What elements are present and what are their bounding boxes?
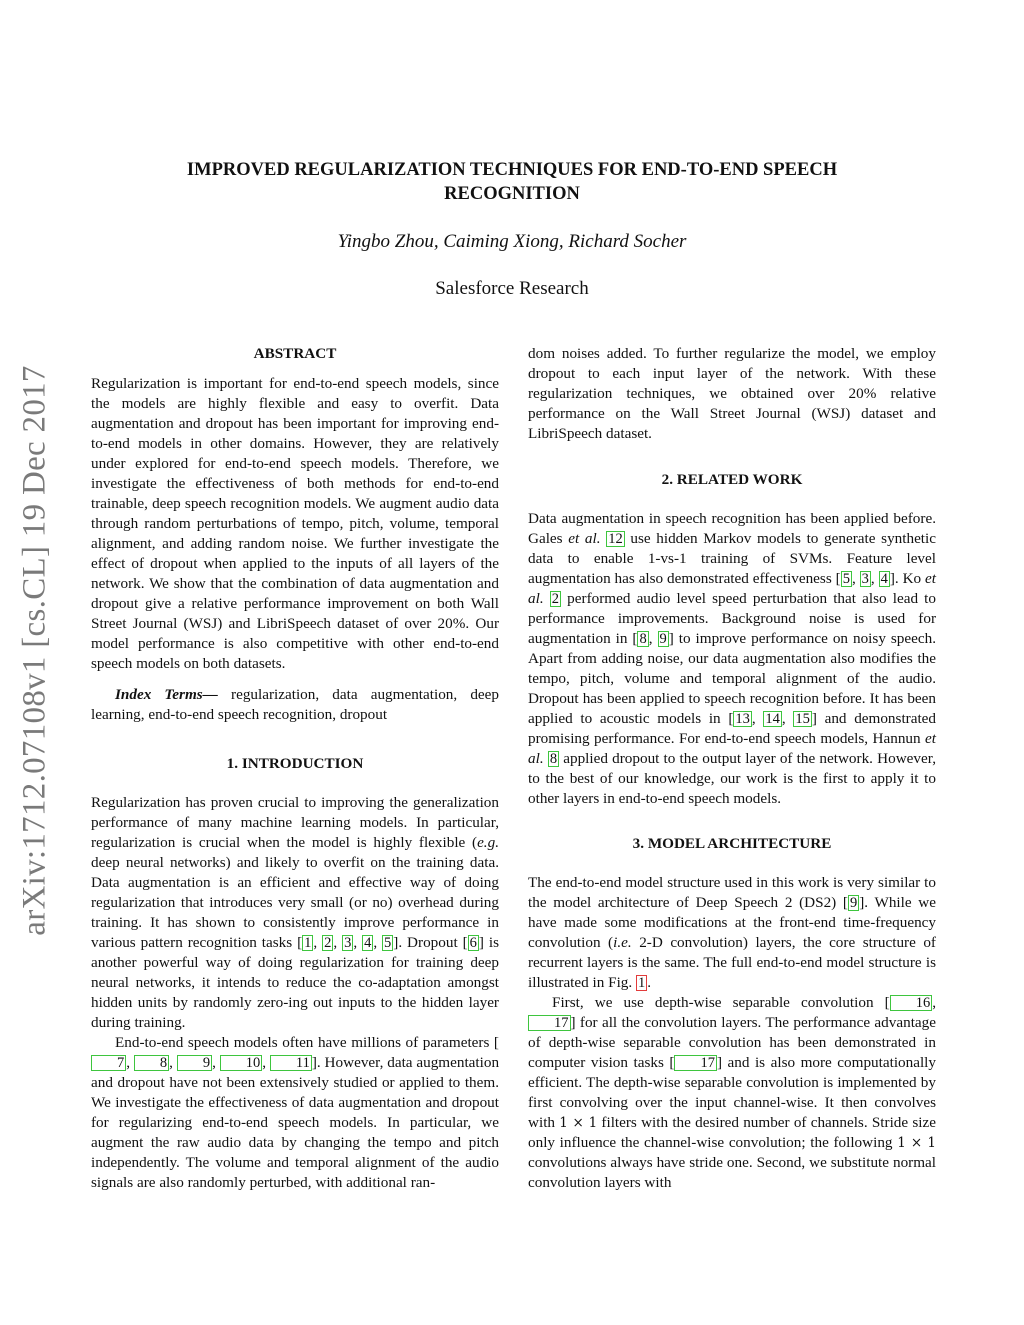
citation-link[interactable]: 3 xyxy=(344,935,352,951)
citation-link[interactable]: 8 xyxy=(549,751,558,767)
intro-text: ] is another powerful way of doing regularization for training deep neural networks, it intends to reduce the co-adaptation amongst hidden units by randomly zero-ing out inputs to the hidden layer during training. xyxy=(91,934,500,1031)
model-text: First, we use depth-wise separable convolution [ xyxy=(552,994,890,1011)
introduction-heading: 1. INTRODUCTION xyxy=(226,755,364,772)
math-expression: 1 × 1 xyxy=(897,1135,936,1151)
citation-link[interactable]: 14 xyxy=(765,711,780,727)
introduction-paragraph-2: End-to-end speech models often have millions of parameters [7 , 8 , 9 , 10 , 11 ]. However, data augmentation and dropout have not been extensively studied or applied to them. We investigate the effectiveness of data augmentation and dropout for regularizing end-to-end speech models. In particular, we augment the raw audio data by changing the tempo and pitch independently. The volume and temporal alignment of the audio signals are also randomly perturbed, with additional ran- xyxy=(91,1034,500,1191)
citation-link[interactable]: 10 xyxy=(220,1055,263,1071)
citation-link[interactable]: 16 xyxy=(890,995,933,1011)
related-text: performed audio level speed perturbation that also lead to performance improvements. Background noise is used for augmentation in [ xyxy=(528,590,936,647)
citation-link[interactable]: 1 xyxy=(304,935,312,951)
author-list: Yingbo Zhou, Caiming Xiong, Richard Socher xyxy=(337,231,687,252)
et-al: et al. xyxy=(568,530,601,547)
introduction-paragraph-1: Regularization has proven crucial to improving the generalization performance of many machine learning models. In particular, regularization is crucial when the model is highly flexible (e.g. deep neural networks) and likely to overfit on the training data. Data augmentation is an efficient and effective way of doing regularization that introduces very small (or no) overhead during training. It has shown to consistently improve performance in various pattern recognition tasks [ 1 , 2 , 3 , 4 , 5 ]. Dropout [ 6 ] is another powerful way of doing regularization for training deep neural networks, it intends to reduce the co-adaptation amongst hidden units by randomly zero-ing out inputs to the hidden layer during training. xyxy=(91,794,500,1031)
intro-eg: e.g. xyxy=(477,834,499,851)
right-column xyxy=(528,344,936,1193)
intro-text: ]. However, data augmentation and dropout have not been extensively studied or applied to them. We investigate the effectiveness of data augmentation and dropout for regularizing end-to-end speech models. In particular, we augment the raw audio data by changing the tempo and pitch independently. The volume and temporal alignment of the audio signals are also randomly perturbed, with additional ran- xyxy=(91,1054,500,1191)
model-text: 2-D convolution) layers, the core structure of recurrent layers is the same. The full end-to-end model structure is illustrated in Fig. xyxy=(528,934,936,991)
title-line-1: IMPROVED REGULARIZATION TECHNIQUES FOR END-TO-END SPEECH xyxy=(186,160,838,180)
citation-link[interactable]: 5 xyxy=(384,935,392,951)
citation-link[interactable]: 7 xyxy=(91,1055,126,1071)
model-text: convolutions always have stride one. Second, we substitute normal convolution layers with xyxy=(528,1154,936,1191)
related-work-heading: 2. RELATED WORK xyxy=(661,471,803,488)
model-text: filters with the desired number of channels. Stride size only influence the channel-wise convolution; the following xyxy=(528,1114,936,1151)
et-al: et al. xyxy=(528,730,936,767)
citation-link[interactable]: 2 xyxy=(551,591,560,607)
citation-link[interactable]: 2 xyxy=(324,935,332,951)
citation-link[interactable]: 8 xyxy=(134,1055,169,1071)
citation-link[interactable]: 9 xyxy=(849,895,858,911)
figure-link[interactable]: 1 xyxy=(638,975,646,991)
math-expression: 1 × 1 xyxy=(559,1115,598,1131)
citation-link[interactable]: 17 xyxy=(674,1055,717,1071)
model-text: The end-to-end model structure used in this work is very similar to the model architecture of Deep Speech 2 (DS2) [ xyxy=(528,874,936,911)
related-work-paragraph: Data augmentation in speech recognition has been applied before. Gales et al. 12 use hidden Markov models to generate synthetic data to enable 1-vs-1 training of SVMs. Feature level augmentation has also demonstrated effectiveness [ 5 , 3 , 4 ]. Ko et al. 2 performed audio level speed perturbation that also lead to performance improvements. Background noise is used for augmentation in [ 8 , 9 ] to improve performance on noisy speech. Apart from adding noise, our data augmentation also modifies the tempo, pitch, volume and temporal alignment of the audio. Dropout has been applied to speech recognition before. It has been applied to acoustic models in [ 13 , 14 , 15 ] and demonstrated promising performance. For end-to-end speech models, Hannun et al. 8 applied dropout to the output layer of the network. However, to the best of our knowledge, our work is the first to apply it to other layers in end-to-end speech models. xyxy=(528,510,937,807)
citation-link[interactable]: 9 xyxy=(659,631,667,647)
related-text: ] and demonstrated promising performance. For end-to-end speech models, Hannun xyxy=(528,710,937,747)
related-text: Data augmentation in speech recognition has been applied before. Gales xyxy=(528,510,936,547)
citation-link[interactable]: 17 xyxy=(528,1015,571,1031)
citation-link[interactable]: 13 xyxy=(735,711,750,727)
citation-link[interactable]: 4 xyxy=(364,935,372,951)
ie: i.e. xyxy=(613,934,632,951)
model-text: ]. While we have made some modifications at the front-end time-frequency convolution ( xyxy=(528,894,936,951)
related-text: applied dropout to the output layer of the network. However, to the best of our knowledge, our work is the first to apply it to other layers in end-to-end speech models. xyxy=(528,750,936,807)
index-terms-text: regularization, data augmentation, deep learning, end-to-end speech recognition, dropout xyxy=(91,686,499,723)
model-paragraph-1 xyxy=(528,873,936,993)
related-text: use hidden Markov models to generate synthetic data to enable 1-vs-1 training of SVMs. Feature level augmentation has also demonstrated effectiveness [ xyxy=(528,530,936,587)
citation-link[interactable]: 4 xyxy=(880,571,888,587)
model-text: . xyxy=(647,974,652,991)
arxiv-identifier-text: arXiv:1712.07108v1 [cs.CL] 19 Dec 2017 xyxy=(16,364,53,936)
citation-link[interactable]: 9 xyxy=(177,1055,212,1071)
intro-text: Regularization has proven crucial to improving the generalization performance of many machine learning models. In particular, regularization is crucial when the model is highly flexible ( xyxy=(91,794,499,851)
title-line-2: RECOGNITION xyxy=(444,184,580,204)
citation-link[interactable]: 11 xyxy=(270,1055,312,1071)
citation-link[interactable]: 8 xyxy=(639,631,647,647)
model-text: ] and is also more computationally efficient. The depth-wise separable convolution is implemented by first convolving over the input channel-wise. It then convolves with xyxy=(528,1054,936,1131)
citation-link[interactable]: 15 xyxy=(795,711,810,727)
index-terms xyxy=(91,685,499,725)
intro-text: deep neural networks) and likely to overfit on the training data. Data augmentation is an efficient and effective way of doing regularization that introduces very small (or no) overhead during training. It has shown to consistently improve performance in various pattern recognition tasks [ xyxy=(91,854,499,951)
related-text: ] to improve performance on noisy speech. Apart from adding noise, our data augmentation also modifies the tempo, pitch, volume and temporal alignment of the audio. Dropout has been applied to speech recognition before. It has been applied to acoustic models in [ xyxy=(528,630,936,727)
citation-link[interactable]: 12 xyxy=(608,531,623,547)
citation-link[interactable]: 3 xyxy=(861,571,869,587)
paper-title xyxy=(140,158,884,206)
citation-link[interactable]: 5 xyxy=(842,571,850,587)
intro-text: ]. Dropout [ xyxy=(393,934,468,951)
abstract-heading: ABSTRACT xyxy=(253,345,337,362)
affiliation: Salesforce Research xyxy=(435,278,589,299)
related-text: ]. Ko xyxy=(889,570,926,587)
model-architecture-heading: 3. MODEL ARCHITECTURE xyxy=(632,835,832,852)
model-paragraph-2: First, we use depth-wise separable convolution [ 16 , 17 ] for all the convolution layers. The performance advantage of depth-wise separable convolution has been demonstrated in computer vision tasks [ 17 ] and is also more computationally efficient. The depth-wise separable convolution is implemented by first convolving over the input channel-wise. It then convolves with 1 × 1 filters with the desired number of channels. Stride size only influence the channel-wise convolution; the following 1 × 1 convolutions always have stride one. Second, we substitute normal convolution layers with xyxy=(528,994,936,1191)
introduction-continuation: dom noises added. To further regularize the model, we employ dropout to each input layer of the network. With these regularization techniques, we obtained over 20% relative performance on the Wall Street Journal (WSJ) dataset and LibriSpeech dataset. xyxy=(528,345,936,442)
intro-text: End-to-end speech models often have millions of parameters [ xyxy=(115,1034,499,1051)
model-text: ] for all the convolution layers. The performance advantage of depth-wise separable convolution has been demonstrated in computer vision tasks [ xyxy=(528,1014,936,1071)
left-column xyxy=(91,344,499,1193)
index-terms-label: Index Terms— xyxy=(115,686,218,703)
arxiv-identifier xyxy=(10,350,60,950)
abstract-text: Regularization is important for end-to-end speech models, since the models are highly flexible and easy to overfit. Data augmentation and dropout has been important for improving end-to-end models in other domains. However, they are relatively under explored for end-to-end speech models. Therefore, we investigate the effectiveness of both methods for end-to-end trainable, deep speech recognition models. We augment audio data through random perturbations of tempo, pitch, volume, temporal alignment, and adding random noise. We further investigate the effect of dropout when applied to the inputs of all layers of the network. We show that the combination of data augmentation and dropout give a relative performance improvement on both Wall Street Journal (WSJ) and LibriSpeech dataset of over 20%. Our model performance is also competitive with other end-to-end speech models on both datasets. xyxy=(91,375,499,672)
citation-link[interactable]: 6 xyxy=(469,935,477,951)
et-al: et al. xyxy=(528,570,936,607)
